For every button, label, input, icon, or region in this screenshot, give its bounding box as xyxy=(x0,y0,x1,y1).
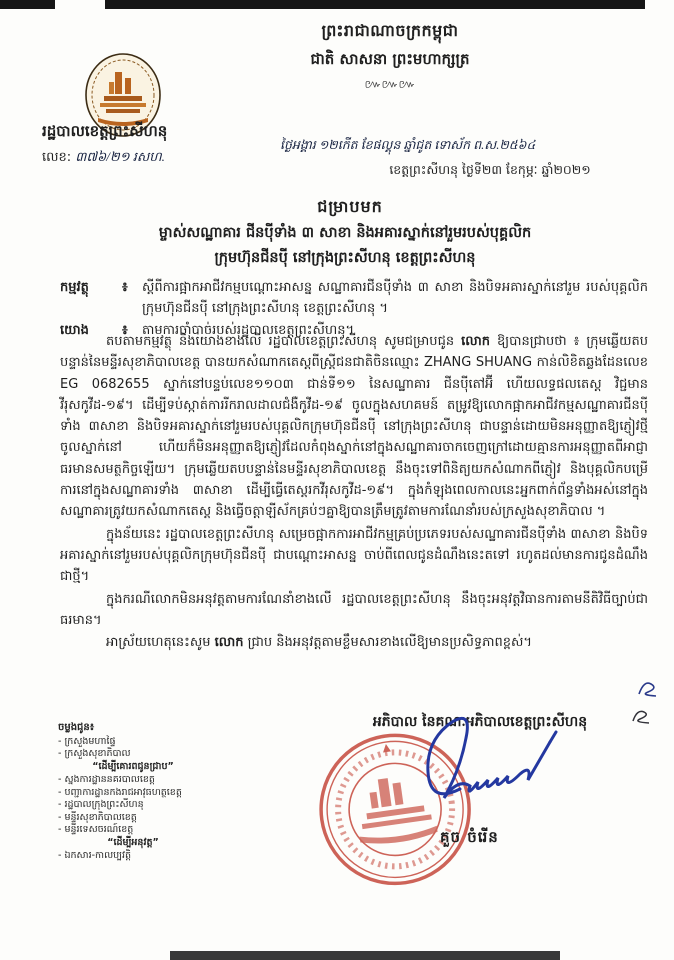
subject-colon: ៖ xyxy=(122,280,128,295)
reference-text: តាមការចាំបាច់របស់រដ្ឋបាលខេត្តព្រះសីហនុ។ xyxy=(142,323,355,338)
civil-date-line: ខេត្តព្រះសីហនុ ថ្ងៃទី២៣ ខែកុម្ភៈ ឆ្នាំ២០២១ xyxy=(389,162,591,177)
recipient-block xyxy=(0,221,674,271)
kingdom-motto: ជាតិ សាសនា ព្រះមហាក្សត្រ xyxy=(310,50,470,68)
p4-addressee: លោក xyxy=(214,635,244,651)
body-paragraph-3: ក្នុងករណីលោកមិនអនុវត្តតាមការណែនាំខាងលើ រដ្ឋបាលខេត្តព្រះសីហនុ នឹងចុះអនុវត្តវិធានការតាមនីតិវិធីច្បាប់ជាធរមាន។ xyxy=(60,591,648,628)
ornament-mark: ៚៚៚ xyxy=(364,77,416,91)
photo-bottom-bar xyxy=(170,951,560,960)
copies-note: “ដើម្បីគោរពជូនជ្រាប” xyxy=(92,760,174,772)
p4-pre: អាស្រ័យហេតុនេះសូម xyxy=(106,635,215,651)
copies-title: ចម្លងជូន៖ xyxy=(58,722,95,733)
paraph-mark xyxy=(636,678,662,700)
copies-item: - រដ្ឋបាលក្រុងព្រះសីហនុ xyxy=(58,799,278,812)
letter-body xyxy=(60,331,648,653)
reference-number-label: លេខ: xyxy=(42,150,72,165)
copies-item: - មន្ទីរសុខាភិបាលខេត្ត xyxy=(58,812,278,825)
copies-item: - បញ្ជាការដ្ឋានកងរាជអាវុធហត្ថខេត្ត xyxy=(58,787,278,800)
signatory-title: អភិបាល នៃគណៈអភិបាលខេត្តព្រះសីហនុ xyxy=(372,714,588,730)
photo-top-bar-left xyxy=(0,0,55,9)
governor-signature-icon xyxy=(400,694,610,824)
copies-item: - មន្ទីរទេសចរណ៍ខេត្ត xyxy=(58,824,278,837)
copies-item: - ឯកសារ-កាលប្បវត្តិ xyxy=(58,850,278,863)
reference-label: យោង xyxy=(60,323,89,338)
p1-post: ឱ្យបានជ្រាបថា ៖ ក្រុមឆ្លើយតបបន្ទាន់នៃមន្ទីរសុខាភិបាលខេត្ត បានយកសំណាកតេស្តពីស្ត្រីជនជាតិចិនឈ្មោះ ZHANG SHUANG កាន់លិខិតឆ្លងដែនលេខ EG 0682655 ស្នាក់នៅបន្ទប់លេខ១១០៣ ជាន់ទី១១ នៃសណ្ឋាគារ ជីនប៉ីតៅអ៊ី ហើយលទ្ធផលតេស្ត វិជ្ជមានវីរុសកូវីដ-១៩។ ដើម្បីទប់ស្កាត់ការរីករាលដាលជំងឺកូវីដ-១៩ ចូលក្នុងសហគមន៍ តម្រូវឱ្យលោកផ្អាកអាជីវកម្មសណ្ឋាគារជីនប៉ីទាំង ៣សាខា និងបិទអគារស្នាក់នៅរួមរបស់បុគ្គលិកក្រុមហ៊ុនជីនប៉ី នៅក្រុងព្រះសីហនុ ជាបន្ទាន់ដោយមិនអនុញ្ញាតឱ្យភ្ញៀវថ្មីចូលស្នាក់នៅ ហើយក៏មិនអនុញ្ញាតឱ្យភ្ញៀវដែលកំពុងស្នាក់នៅក្នុងសណ្ឋាគារចាកចេញក្រៅដោយគ្មានការអនុញ្ញាតពីអាជ្ញាធរមានសមត្ថកិច្ចឡើយ។ ក្រុមឆ្លើយតបបន្ទាន់នៃមន្ទីរសុខាភិបាលខេត្ត នឹងចុះទៅពិនិត្យយកសំណាកពីភ្ញៀវ និងបុគ្គលិកបម្រើការនៅក្នុងសណ្ឋាគារទាំង ៣សាខា ដើម្បីធ្វើតេស្តរកវីរុសកូវីដ-១៩។ ក្នុងកំឡុងពេលកាលនេះអ្នកពាក់ព័ន្ធទាំងអស់នៅក្នុងសណ្ឋាគារត្រូវយកសំណាកតេស្ត និងធ្វើចត្តាឡីស័កគ្រប់ៗគ្នាឱ្យបានត្រឹមត្រូវតាមការណែនាំរបស់ក្រសួងសុខាភិបាល ។ xyxy=(60,334,649,520)
sender-administration: រដ្ឋបាលខេត្តព្រះសីហនុ xyxy=(42,122,168,140)
copies-note: “ដើម្បីអនុវត្ត” xyxy=(107,836,159,848)
p1-pre: តបតាមកម្មវត្ថុ និងយោងខាងលើ រដ្ឋបាលខេត្តព្រះសីហនុ សូមជម្រាបជូន xyxy=(106,334,462,349)
body-paragraph-4 xyxy=(60,632,648,653)
subject-label: កម្មវត្ថុ xyxy=(60,280,89,295)
body-paragraph-2: ក្នុងន័យនេះ រដ្ឋបាលខេត្តព្រះសីហនុ សម្រេចផ្អាកការអាជីវកម្មគ្រប់ប្រភេទរបស់សណ្ឋាគារជីនប៉ីទាំង ៣សាខា និងបិទអគារស្នាក់នៅរួមរបស់បុគ្គលិកក្រុមហ៊ុនជីនប៉ី ជាបណ្តោះអាសន្ន ចាប់ពីពេលជូនដំណឹងនេះតទៅ រហូតដល់មានការជូនដំណឹងជាថ្មី។ xyxy=(60,526,648,585)
reference-colon: ៖ xyxy=(122,323,128,338)
kingdom-header xyxy=(130,20,650,94)
recipient-line1: ម្ចាស់សណ្ឋាគារ ជីនប៉ីទាំង ៣ សាខា និងអគារស្នាក់នៅរួមរបស់បុគ្គលិក xyxy=(158,225,532,241)
photo-top-bar-main xyxy=(105,0,645,9)
body-paragraph-1 xyxy=(60,331,648,523)
lunar-date-line: ថ្ងៃអង្គារ ១២កើត ខែផល្គុន ឆ្នាំជូត ទោស័ក ព.ស.២៥៦៤ xyxy=(280,138,536,152)
subject-text: ស្តីពីការផ្អាកអាជីវកម្មបណ្តោះអាសន្ន សណ្ឋាគារជីនប៉ីទាំង ៣ សាខា និងបិទអគារស្នាក់នៅរួម របស់បុគ្គលិកក្រុមហ៊ុនជីនប៉ី នៅក្រុងព្រះសីហនុ ខេត្តព្រះសីហនុ ។ xyxy=(142,280,648,316)
signatory-name: គួច ចំរើន xyxy=(440,828,499,846)
subject-row xyxy=(60,277,648,319)
copies-item: - ក្រសួងមហាផ្ទៃ xyxy=(58,736,278,749)
copies-list xyxy=(58,722,278,863)
reference-number-line xyxy=(42,149,165,168)
copies-item: - ស្នងការដ្ឋាននគរបាលខេត្ត xyxy=(58,774,278,787)
copies-item: - ក្រសួងសុខាភិបាល xyxy=(58,748,278,761)
kingdom-line1: ព្រះរាជាណាចក្រកម្ពុជា xyxy=(321,21,459,40)
salutation: ជម្រាបមក xyxy=(317,197,383,216)
p4-post: ជ្រាប និងអនុវត្តតាមខ្លឹមសារខាងលើឱ្យមានប្រសិទ្ធភាពខ្ពស់។ xyxy=(243,635,532,651)
reference-number-handwritten: ៣៧៦/២១ រសហ. xyxy=(75,149,165,164)
p1-addressee: លោក xyxy=(461,334,490,349)
recipient-line2: ក្រុមហ៊ុនជីនប៉ី នៅក្រុងព្រះសីហនុ ខេត្តព្រះសីហនុ xyxy=(214,250,476,266)
